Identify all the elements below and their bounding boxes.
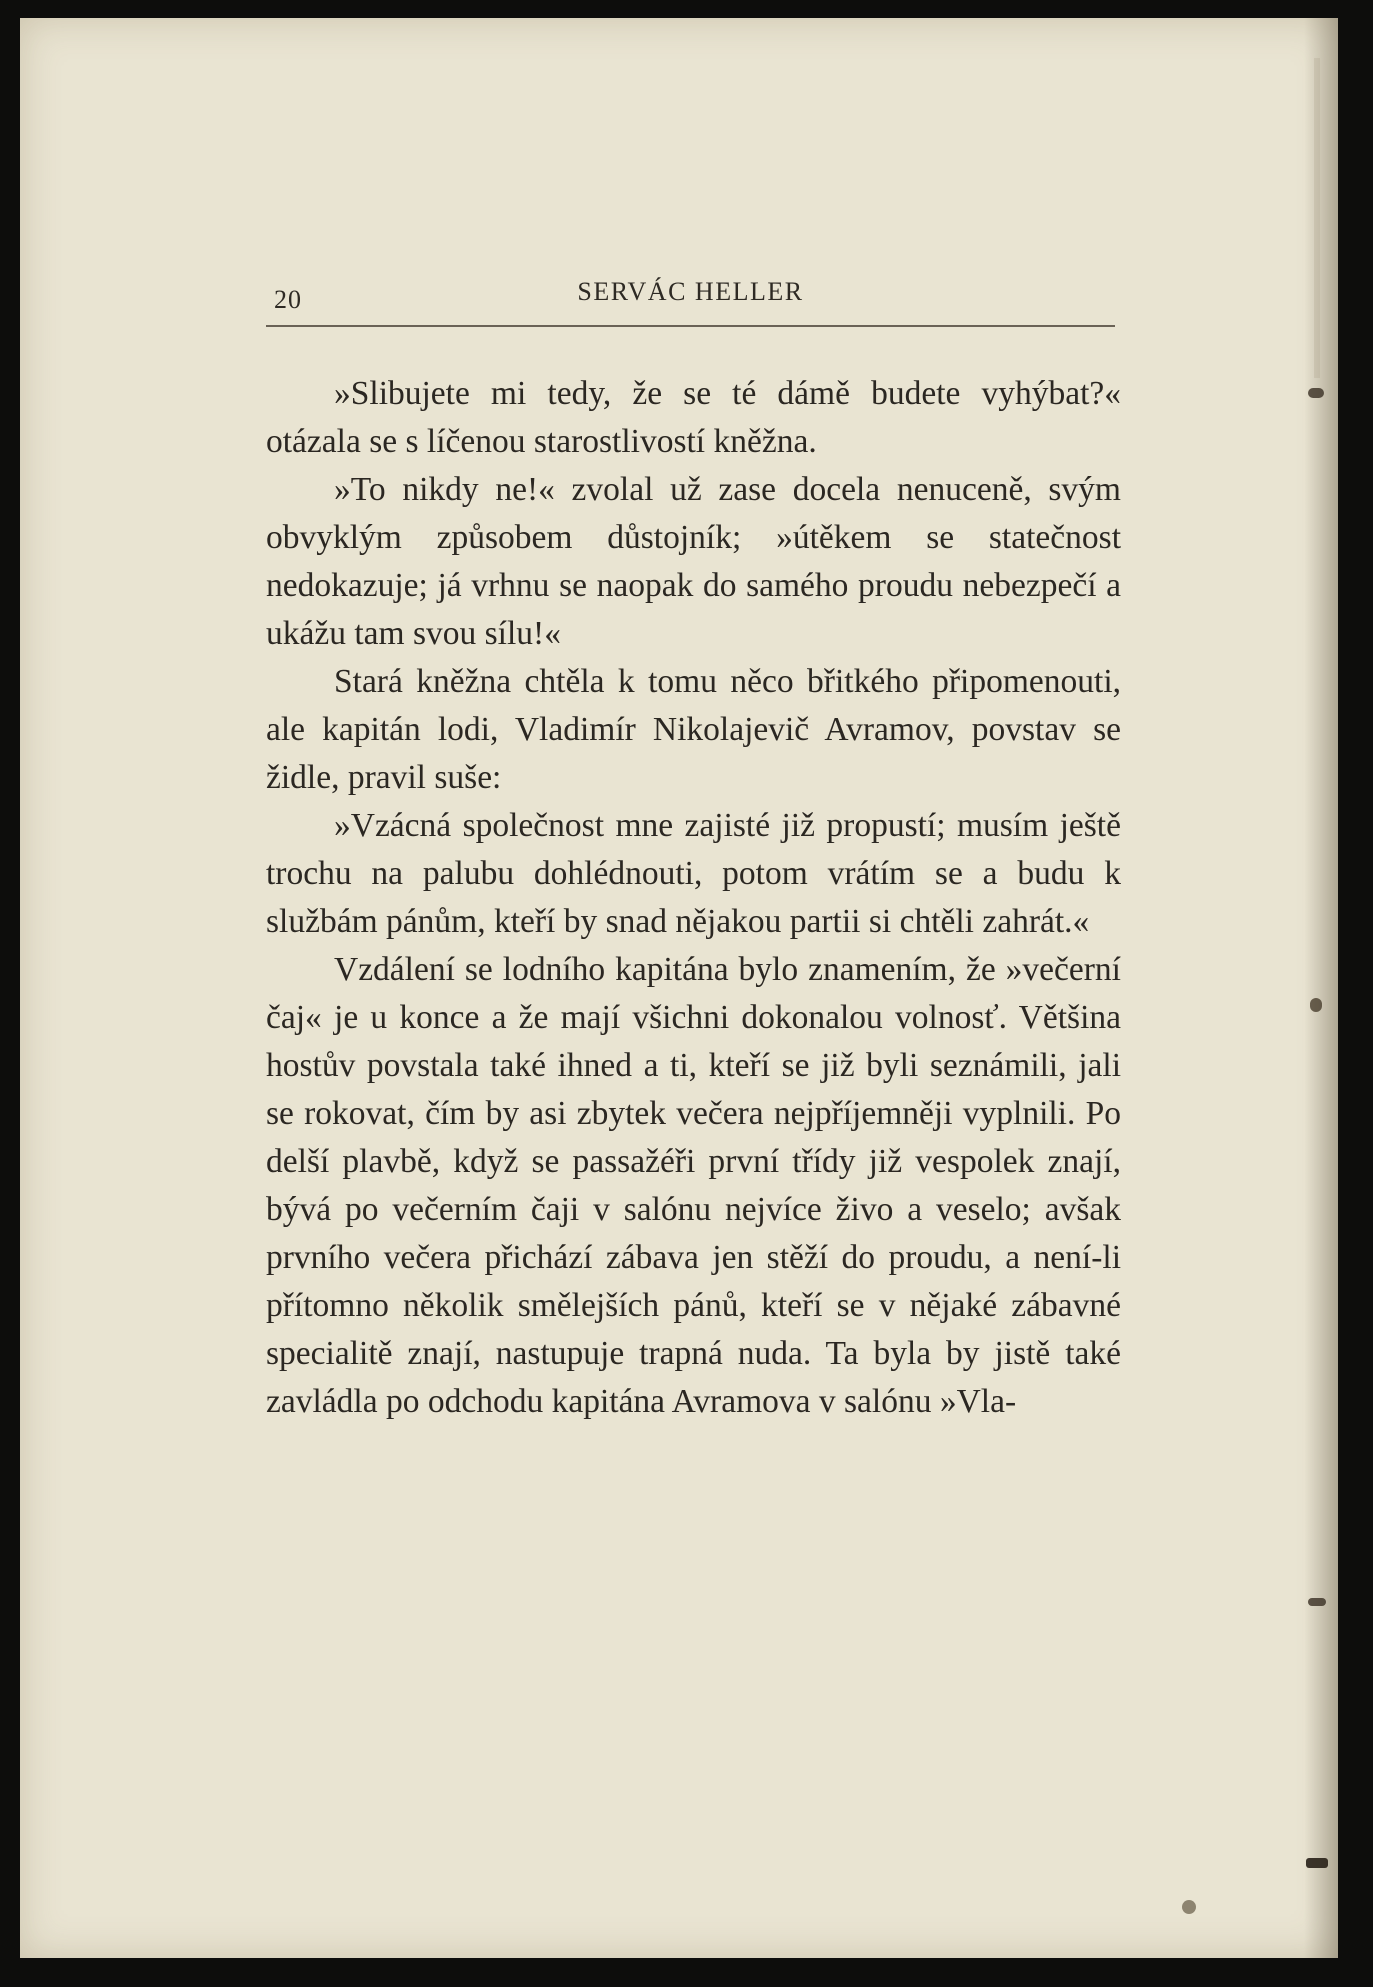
- binding-speck: [1306, 1858, 1328, 1868]
- binding-speck: [1308, 388, 1324, 398]
- paragraph-2: »To nikdy ne!« zvolal už zase docela nenuceně, svým obvyklým způsobem důstojník; »útěkem se statečnost nedokazuje; já vrhnu se naopak do samého proudu nebezpečí a ukážu tam svou sílu!«: [266, 471, 1121, 652]
- paragraph-1: »Slibujete mi tedy, že se té dámě budete vyhýbat?« otázala se s líčenou starostlivostí kněžna.: [266, 375, 1121, 460]
- body-text: [266, 370, 1121, 1426]
- paragraph-3: Stará kněžna chtěla k tomu něco břitkého připomenouti, ale kapitán lodi, Vladimír Nikolajevič Avramov, povstav se židle, pravil suše:: [266, 663, 1121, 796]
- paragraph-4: »Vzácná společnost mne zajisté již propustí; musím ještě trochu na palubu dohlédnouti, potom vrátím se a budu k službám pánům, kteří by snad nějakou partii si chtěli zahrát.«: [266, 807, 1121, 940]
- running-title: SERVÁC HELLER: [577, 277, 804, 306]
- binding-speck: [1310, 998, 1322, 1012]
- book-page: [20, 18, 1338, 1958]
- binding-mark: [1314, 58, 1320, 378]
- paper-speck: [1182, 1900, 1196, 1914]
- paragraph-5: Vzdálení se lodního kapitána bylo znamením, že »večerní čaj« je u konce a že mají všichni dokonalou volnosť. Většina hostův povstala také ihned a ti, kteří se již byli seznámili, jali se rokovat, čím by asi zbytek večera nejpříjemněji vyplnili. Po delší plavbě, když se passažéři první třídy již vespolek znají, bývá po večerním čaji v salónu nejvíce živo a veselo; avšak prvního večera přichází zábava jen stěží do proudu, a není-li přítomno několik smělejších pánů, kteří se v nějaké zábavné specialitě znají, nastupuje trapná nuda. Ta byla by jistě také zavládla po odchodu kapitána Avramova v salónu »Vla-: [266, 951, 1121, 1420]
- page-number: 20: [274, 285, 302, 314]
- binding-speck: [1308, 1598, 1326, 1606]
- page-header: [266, 263, 1115, 327]
